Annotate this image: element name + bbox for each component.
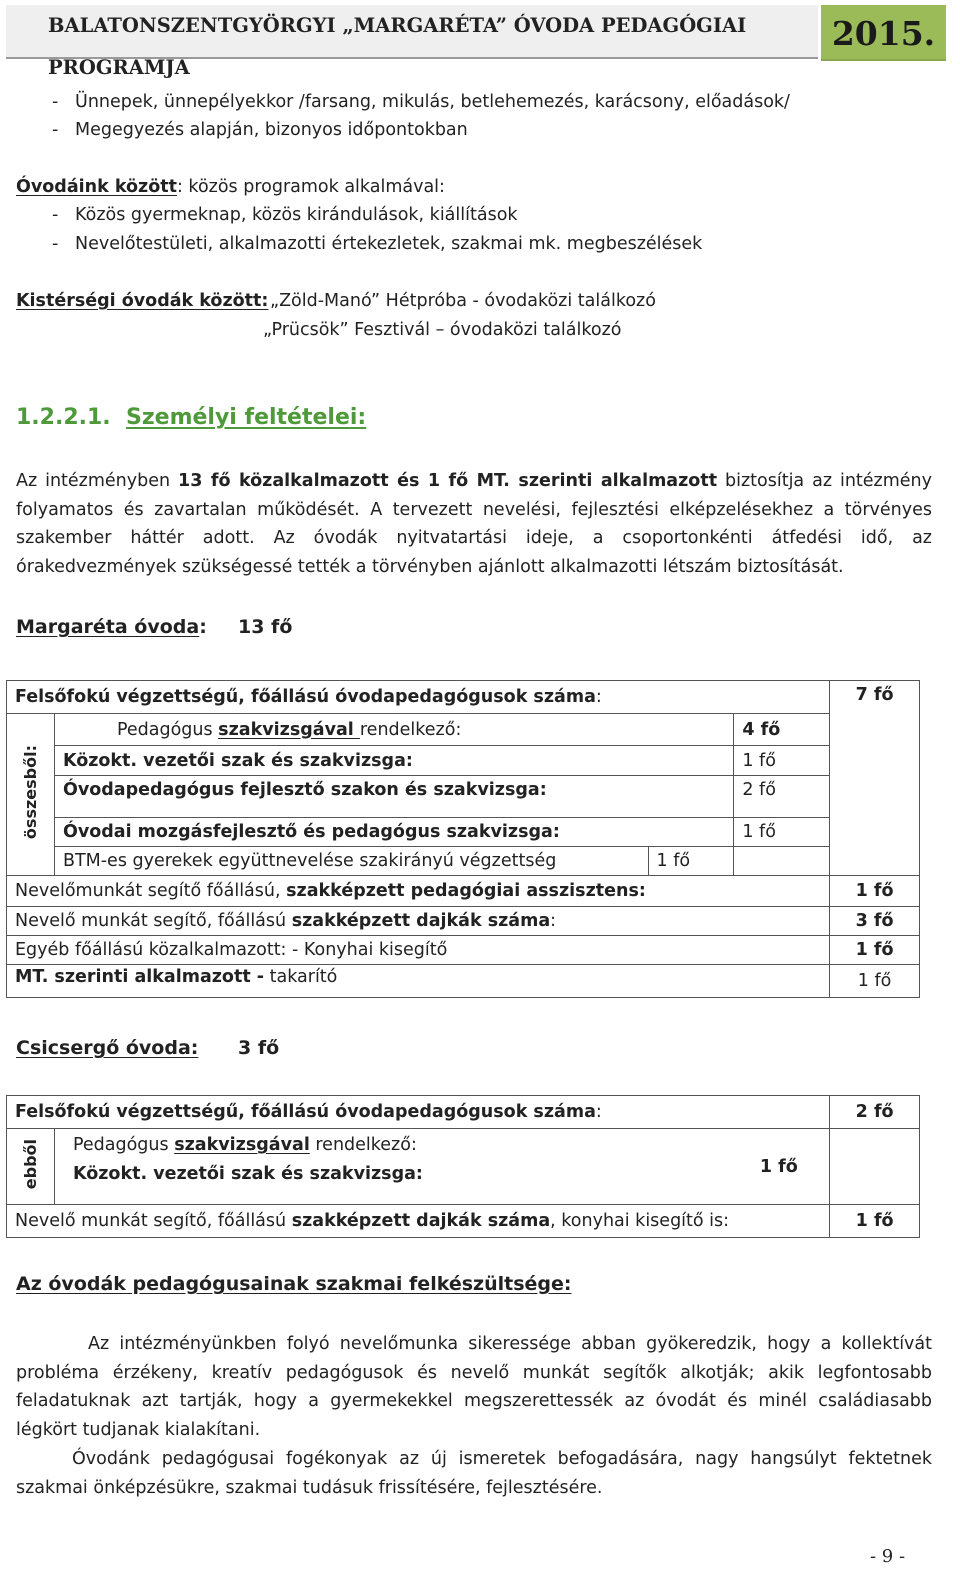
table-row: Óvodai mozgásfejlesztő és pedagógus szakvizsga: (54, 818, 733, 847)
row-value: 1 fő (830, 876, 920, 907)
row-value: 4 fő (734, 714, 830, 746)
row-value: 3 fő (830, 907, 920, 936)
list-item: - Nevelőtestületi, alkalmazotti értekezletek, szakmai mk. megbeszélések (52, 234, 703, 254)
row-value: 1 fő (830, 936, 920, 965)
table-row: Nevelő munkát segítő, főállású szakképzett dajkák száma, konyhai kisegítő is: (7, 1205, 830, 1238)
table-row: Közokt. vezetői szak és szakvizsga: (54, 746, 733, 776)
header-year: 2015. (821, 5, 946, 61)
csicsergo-count: 3 fő (238, 1037, 280, 1059)
table-row: Felsőfokú végzettségű, főállású óvodapedagógusok száma: (7, 1096, 830, 1129)
row-value: 1 fő (830, 965, 920, 998)
body-paragraph: Az intézményünkben folyó nevelőmunka sikeressége abban gyökeredzik, hogy a kollektívát probléma érzékeny, kreatív pedagógusok és nevelő munkát segítők alkotják; akik legfontosabb feladatuknak azt tartják, hogy a gyermekekkel megszerettessék az óvodát és minél családiasabb légkört tudjanak kialakítani. Óvodánk pedagógusai fogékonyak az új ismeretek befogadására, nagy hangsúlyt fektetnek szakmai önképzésükre, szakmai tudásuk frissítésére, fejlesztésére. (16, 1334, 932, 1498)
table-row: Egyéb főállású közalkalmazott: - Konyhai kisegítő (7, 936, 830, 965)
table-row: MT. szerinti alkalmazott - takarító (7, 965, 830, 998)
ovodaink-heading: Óvodáink között: közös programok alkalmával: (16, 177, 445, 197)
table-row: BTM-es gyerekek együttnevelése szakirányú végzettség (54, 847, 648, 876)
side-label: ebből (7, 1129, 55, 1205)
csicsergo-heading: Csicsergő óvoda: (16, 1037, 199, 1059)
side-label: összesből: (7, 714, 55, 876)
table-row: Nevelőmunkát segítő főállású, szakképzett pedagógiai asszisztens: (7, 876, 830, 907)
table-row: Felsőfokú végzettségű, főállású óvodapedagógusok száma: (7, 681, 830, 714)
intro-paragraph: Az intézményben 13 fő közalkalmazott és 1 fő MT. szerinti alkalmazott biztosítja az intézmény folyamatos és zavartalan működését. A tervezett nevelési, fejlesztési elképzelésekhez a törvényes szakember háttér adott. Az óvodák nyitvatartási ideje, a csoportonkénti átfedési idő, az órakedvezmények szükségessé tették a törvényben ajánlott alkalmazotti létszám biztosítását. (16, 471, 932, 578)
row-value: 1 fő (734, 818, 830, 847)
header-title: BALATONSZENTGYÖRGYI „MARGARÉTA” ÓVODA PEDAGÓGIAI PROGRAMJA (6, 5, 818, 59)
row-value: 1 fő (760, 1129, 830, 1205)
section-heading: 1.2.2.1. Személyi feltételei: (16, 405, 367, 430)
page-header (6, 5, 946, 79)
kisterseg-item: „Prücsök” Fesztivál – óvodaközi találkozó (263, 320, 622, 340)
kisterseg-item: „Zöld-Manó” Hétpróba - óvodaközi találkozó (270, 291, 656, 311)
row-value: 1 fő (734, 746, 830, 776)
list-item: - Ünnepek, ünnepélyekkor /farsang, mikulás, betlehemezés, karácsony, előadások/ (52, 92, 790, 112)
section-title: Az óvodák pedagógusainak szakmai felkészültsége: (16, 1273, 572, 1295)
page-number: - 9 - (870, 1546, 906, 1567)
row-value: 1 fő (648, 847, 734, 876)
table-row: Nevelő munkát segítő, főállású szakképzett dajkák száma: (7, 907, 830, 936)
total-value: 2 fő (830, 1096, 920, 1129)
table-row: Óvodapedagógus fejlesztő szakon és szakvizsga: (54, 776, 733, 818)
total-value: 7 fő (830, 681, 920, 876)
margareta-count: 13 fő (238, 616, 293, 638)
list-item: - Megegyezés alapján, bizonyos időpontokban (52, 120, 468, 140)
table-row: Pedagógus szakvizsgával rendelkező: (54, 714, 733, 746)
row-value: 1 fő (830, 1205, 920, 1238)
kisterseg-label: Kistérségi óvodák között: (16, 291, 269, 311)
table-row: Pedagógus szakvizsgával rendelkező: Közokt. vezetői szak és szakvizsga: (54, 1129, 759, 1205)
row-value: 2 fő (734, 776, 830, 818)
margareta-heading: Margaréta óvoda: (16, 616, 207, 638)
list-item: - Közös gyermeknap, közös kirándulások, kiállítások (52, 205, 518, 225)
csicsergo-staff-table (6, 1095, 920, 1238)
margareta-staff-table (6, 680, 920, 998)
